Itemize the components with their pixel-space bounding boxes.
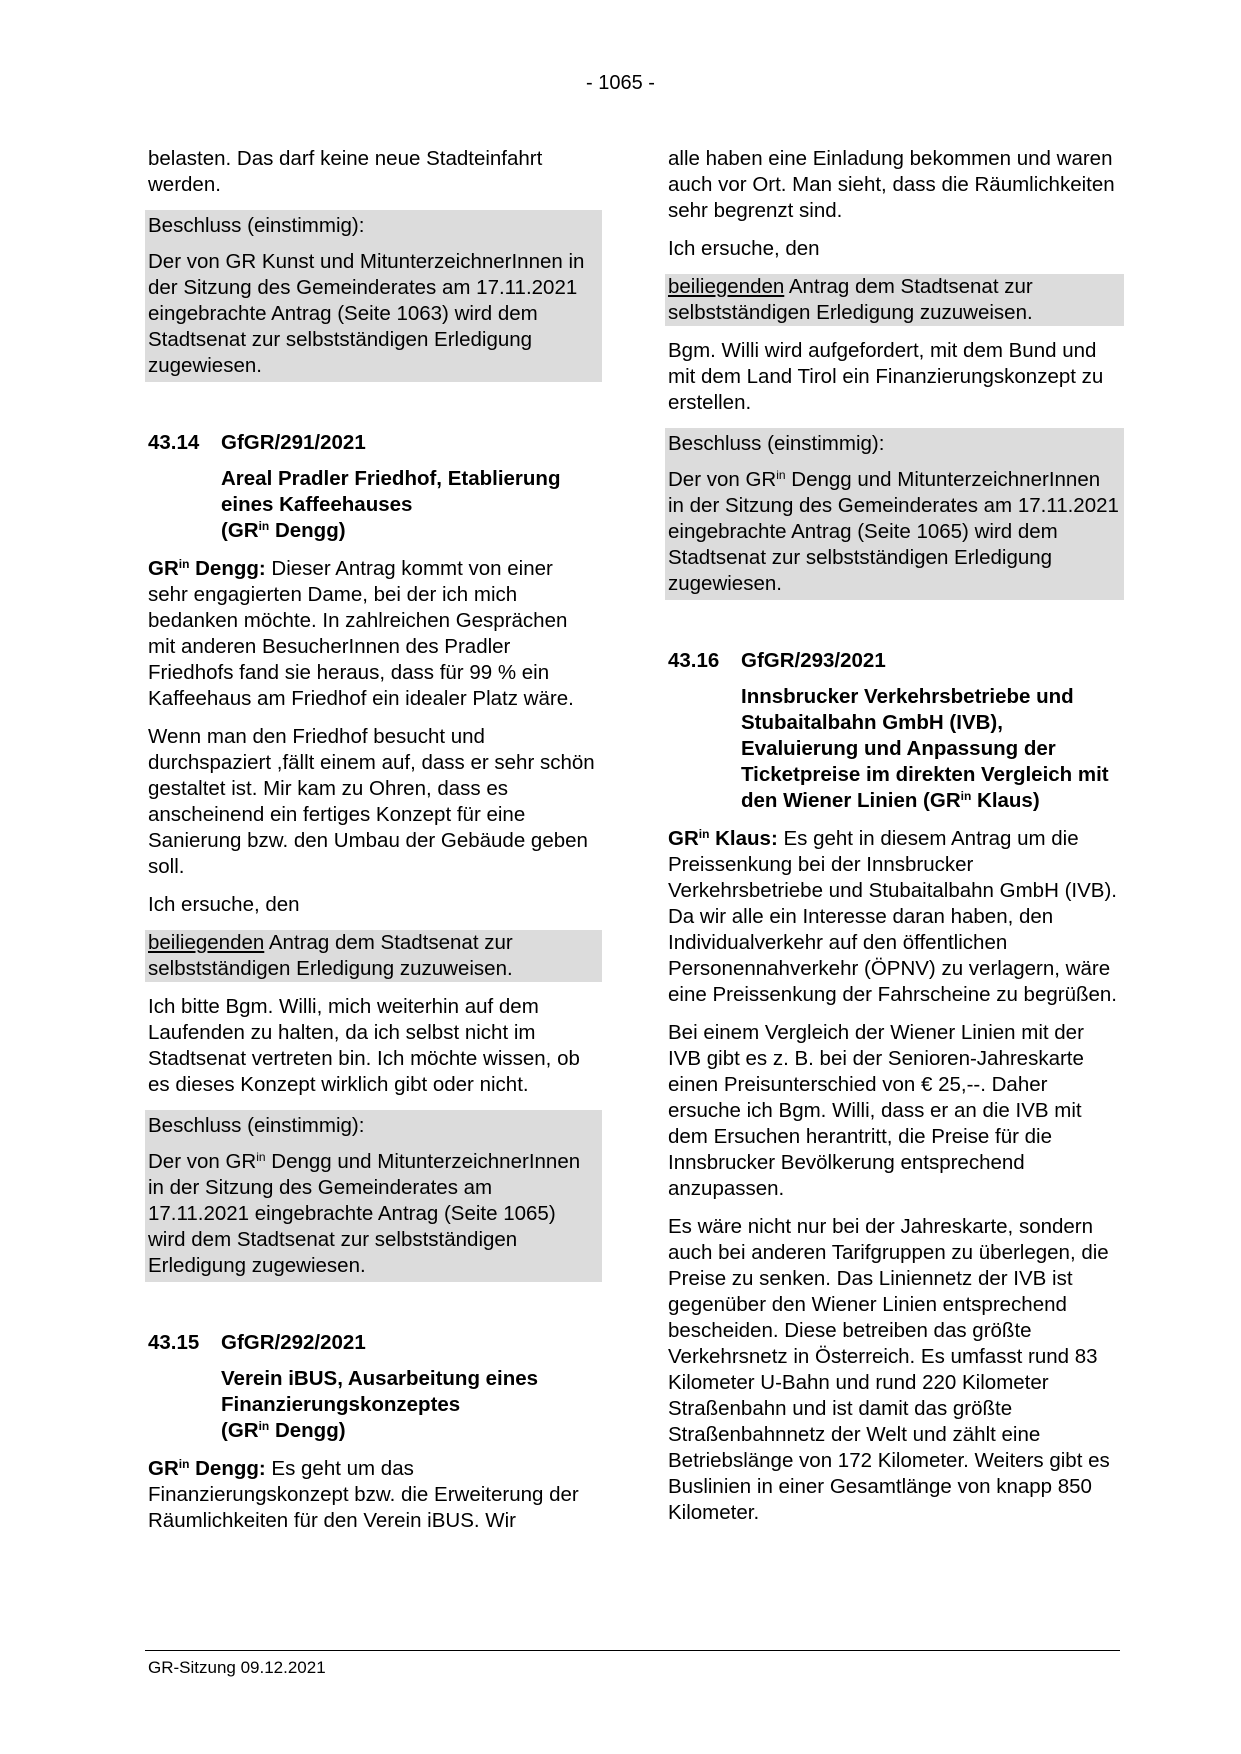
item-heading-43-15 [148, 1330, 598, 1356]
beschluss-label: Beschluss (einstimmig): [668, 432, 885, 455]
item-title-43-16: Innsbrucker Verkehrsbetriebe und Stubaitalbahn GmbH (IVB), Evaluierung und Anpassung der Ticketpreise im direkten Vergleich mit den Wiener Linien ($GR^{in}$ Klaus) [741, 685, 1109, 812]
speech-paragraph: Ich bitte Bgm. Willi, mich weiterhin auf dem Laufenden zu halten, da ich selbst nicht im Stadtsenat vertreten bin. Ich möchte wissen, ob es dieses Konzept wirklich gibt oder nicht. [148, 995, 580, 1096]
speech-paragraph: $GR^{in}$ Dengg: Dieser Antrag kommt von einer sehr engagierten Dame, bei der ich mich bedanken möchte. In zahlreichen Gesprächen mit anderen BesucherInnen des Pradler Friedhofs fand sie heraus, dass für 99 % ein Kaffeehaus am Friedhof ein idealer Platz wäre. [148, 557, 574, 710]
item-number: 43.15 [148, 1331, 200, 1354]
item-heading-43-14 [148, 430, 598, 456]
beschluss-text: Der von $GR^{in}$ Dengg und MitunterzeichnerInnen in der Sitzung des Gemeinderates am 17.11.2021 eingebrachte Antrag (Seite 1065) wird dem Stadtsenat zur selbstständigen Erledigung zugewiesen. [148, 1150, 581, 1277]
item-code: GfGR/291/2021 [221, 431, 366, 454]
right-intro-paragraph: alle haben eine Einladung bekommen und waren auch vor Ort. Man sieht, dass die Räumlichkeiten sehr begrenzt sind. [668, 147, 1115, 222]
beschluss-block-2 [145, 1110, 602, 1282]
speaker-name: $GR^{in}$ Klaus: [668, 827, 778, 850]
left-intro-paragraph: belasten. Das darf keine neue Stadteinfahrt werden. [148, 147, 543, 196]
beschluss-block-3 [665, 428, 1124, 600]
beschluss-label: Beschluss (einstimmig): [148, 214, 365, 237]
speaker-name: $GR^{in}$ Dengg: [148, 557, 266, 580]
speech-paragraph: Bei einem Vergleich der Wiener Linien mit der IVB gibt es z. B. bei der Senioren-Jahreskarte einen Preisunterschied von € 25,--. Daher ersuche ich Bgm. Willi, dass er an die IVB mit dem Ersuchen herantritt, die Preise für die Innsbrucker Bevölkerung entsprechend anzupassen. [668, 1021, 1084, 1200]
item-number: 43.14 [148, 431, 200, 454]
request-intro: Ich ersuche, den [148, 893, 300, 916]
request-text: beiliegenden Antrag dem Stadtsenat zur selbstständigen Erledigung zuzuweisen. [665, 274, 1124, 326]
beschluss-label: Beschluss (einstimmig): [148, 1114, 365, 1137]
item-code: GfGR/292/2021 [221, 1331, 366, 1354]
request-intro: Ich ersuche, den [668, 237, 820, 260]
left-column [148, 146, 598, 1546]
footer-session-label: GR-Sitzung 09.12.2021 [148, 1658, 326, 1677]
item-number: 43.16 [668, 649, 720, 672]
beschluss-text: Der von $GR^{in}$ Dengg und MitunterzeichnerInnen in der Sitzung des Gemeinderates am 17.11.2021 eingebrachte Antrag (Seite 1065) wird dem Stadtsenat zur selbstständigen Erledigung zugewiesen. [668, 468, 1119, 595]
speech-paragraph: $GR^{in}$ Dengg: Es geht um das Finanzierungskonzept bzw. die Erweiterung der Räumlichkeiten für den Verein iBUS. Wir [148, 1457, 579, 1532]
speech-paragraph: Es wäre nicht nur bei der Jahreskarte, sondern auch bei anderen Tarifgruppen zu überlegen, die Preise zu senken. Das Liniennetz der IVB ist gegenüber den Wiener Linien entsprechend bescheiden. Diese betreiben das größte Verkehrsnetz in Österreich. Es umfasst rund 83 Kilometer U-Bahn und rund 220 Kilometer Straßenbahn und ist damit das größte Straßenbahnnetz der Welt und zählt eine Betriebslänge von 172 Kilometer. Weiters gibt es Buslinien in einer Gesamtlänge von knapp 850 Kilometer. [668, 1215, 1110, 1524]
item-code: GfGR/293/2021 [741, 649, 886, 672]
speech-paragraph: Wenn man den Friedhof besucht und durchspaziert ,fällt einem auf, dass er sehr schön gestaltet ist. Mir kam zu Ohren, dass es anscheinend ein fertiges Konzept für eine Sanierung bzw. den Umbau der Gebäude geben soll. [148, 725, 595, 878]
page-number: - 1065 - [586, 72, 655, 94]
item-title-43-14: Areal Pradler Friedhof, Etablierung eines Kaffeehauses ($GR^{in}$ Dengg) [221, 467, 561, 542]
item-title-text: Innsbrucker Verkehrsbetriebe und Stubaitalbahn GmbH (IVB), Evaluierung und Anpassung der Ticketpreise im direkten Vergleich mit den Wiener Linien (GR [741, 685, 1109, 812]
speech-paragraph: $GR^{in}$ Klaus: Es geht in diesem Antrag um die Preissenkung bei der Innsbrucker Verkehrsbetriebe und Stubaitalbahn GmbH (IVB). Da wir alle ein Interesse daran haben, den Individualverkehr auf den öffentlichen Personennahverkehr (ÖPNV) zu verlagern, wäre eine Preissenkung der Fahrscheine zu begrüßen. [668, 827, 1117, 1006]
right-column [668, 146, 1120, 1538]
speech-paragraph: Bgm. Willi wird aufgefordert, mit dem Bund und mit dem Land Tirol ein Finanzierungskonzept zu erstellen. [668, 339, 1104, 414]
footer-divider [145, 1650, 1120, 1651]
speaker-name: $GR^{in}$ Dengg: [148, 1457, 266, 1480]
item-title-43-15: Verein iBUS, Ausarbeitung eines Finanzierungskonzeptes ($GR^{in}$ Dengg) [221, 1367, 539, 1442]
item-title-text: Verein iBUS, Ausarbeitung eines Finanzierungskonzeptes [221, 1367, 539, 1416]
beschluss-text: Der von GR Kunst und MitunterzeichnerInnen in der Sitzung des Gemeinderates am 17.11.2021 eingebrachte Antrag (Seite 1063) wird dem Stadtsenat zur selbstständigen Erledigung zugewiesen. [148, 250, 585, 377]
item-heading-43-16 [668, 648, 1120, 674]
item-title-text: Areal Pradler Friedhof, Etablierung eines Kaffeehauses [221, 467, 561, 516]
beschluss-block-1 [145, 210, 602, 382]
request-text: beiliegenden Antrag dem Stadtsenat zur selbstständigen Erledigung zuzuweisen. [145, 930, 602, 982]
